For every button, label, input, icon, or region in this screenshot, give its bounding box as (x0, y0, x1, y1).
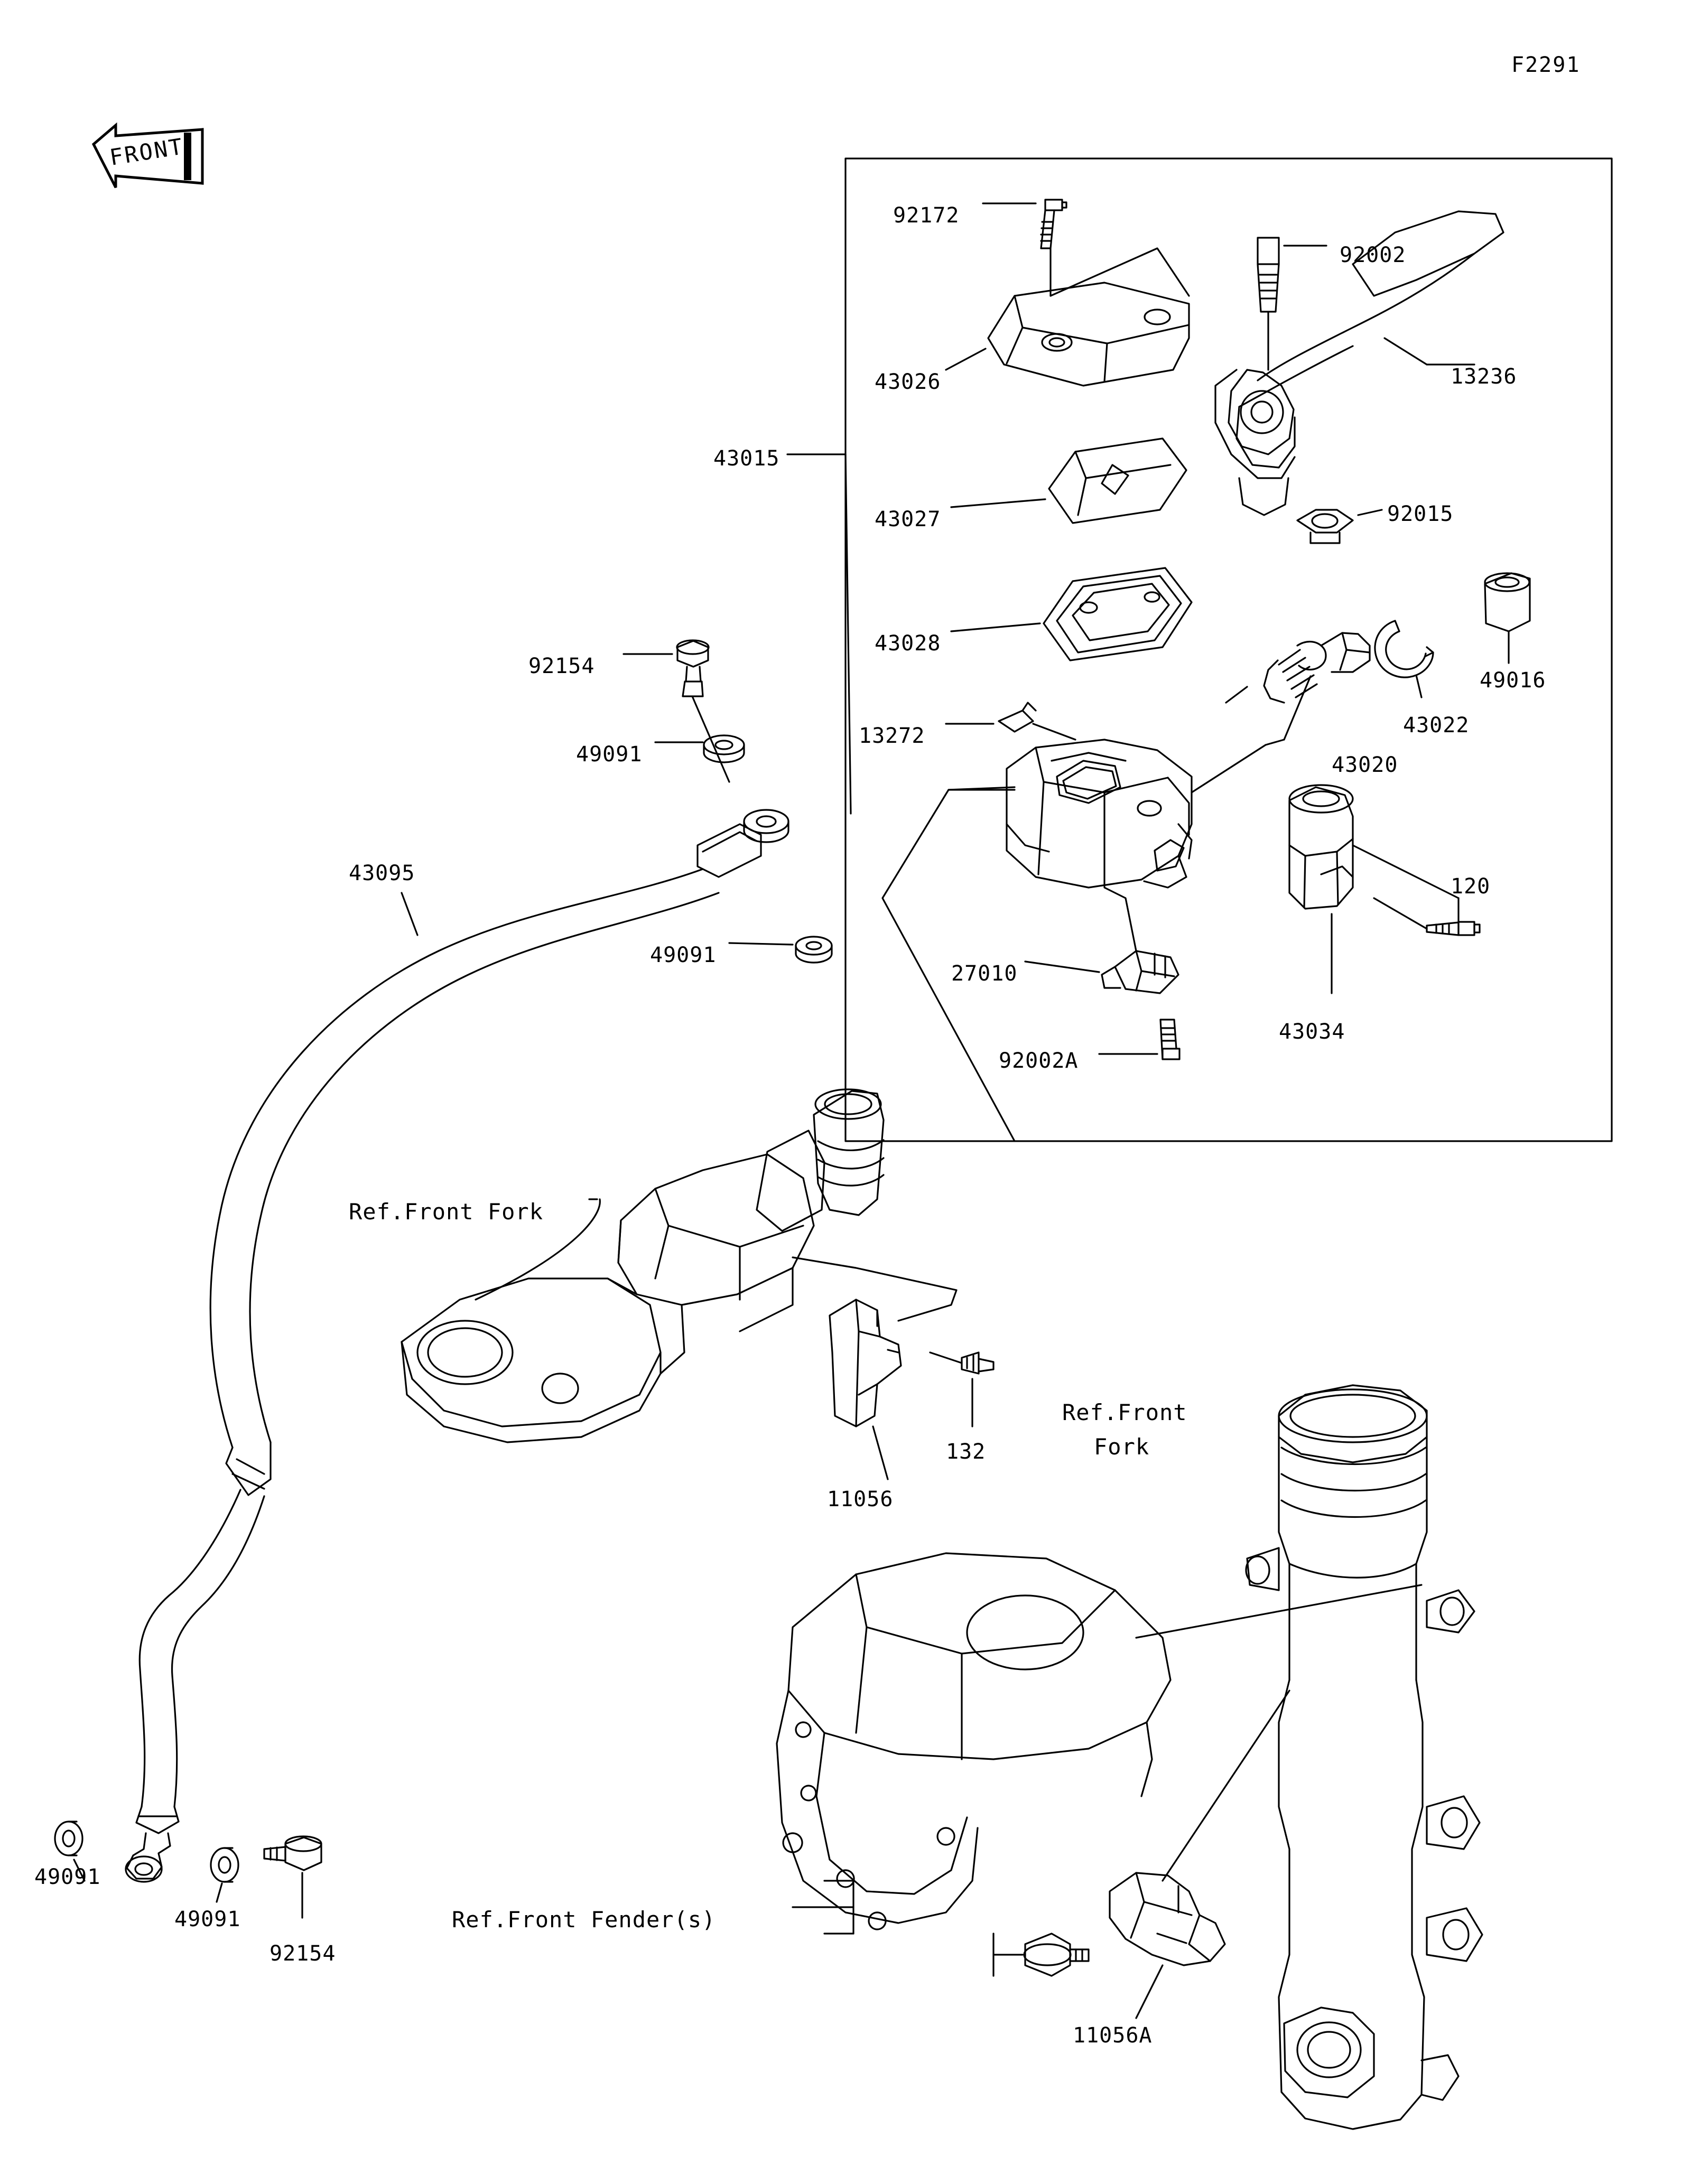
part-label: 49091 (34, 1865, 101, 1889)
part-label: 43026 (875, 370, 941, 394)
part-label: 132 (946, 1440, 986, 1464)
part-label: 92002 (1340, 243, 1406, 267)
part-label: 43020 (1332, 753, 1398, 777)
part-label: 43034 (1279, 1020, 1345, 1044)
part-label: 13272 (859, 724, 925, 748)
part-label: 11056 (827, 1487, 894, 1511)
part-label: 43028 (875, 631, 941, 656)
part-label: 43027 (875, 507, 941, 531)
part-label: 120 (1451, 874, 1491, 899)
part-label: 92154 (528, 654, 595, 678)
part-label: 13236 (1451, 365, 1517, 389)
part-label: 11056A (1073, 2023, 1153, 2048)
reference-label: Ref.Front (1062, 1399, 1187, 1425)
sheet-code: F2291 (1511, 53, 1581, 77)
reference-label: Fork (1094, 1434, 1150, 1460)
part-label: 49091 (650, 943, 717, 967)
part-label: 49016 (1480, 668, 1546, 693)
part-label: 49091 (576, 742, 643, 767)
part-label: 92154 (270, 1942, 336, 1966)
front-badge-label: FRONT (108, 133, 186, 171)
part-label: 49091 (174, 1907, 241, 1931)
reference-label: Ref.Front Fender(s) (452, 1907, 716, 1933)
part-label: 92015 (1387, 502, 1454, 526)
reference-label: Ref.Front Fork (349, 1199, 544, 1225)
part-label: 43022 (1403, 713, 1470, 738)
part-label: 43015 (713, 446, 780, 471)
part-label: 43095 (349, 861, 415, 885)
part-label: 92172 (893, 203, 960, 228)
part-label: 92002A (999, 1049, 1079, 1073)
part-label: 27010 (951, 962, 1018, 986)
